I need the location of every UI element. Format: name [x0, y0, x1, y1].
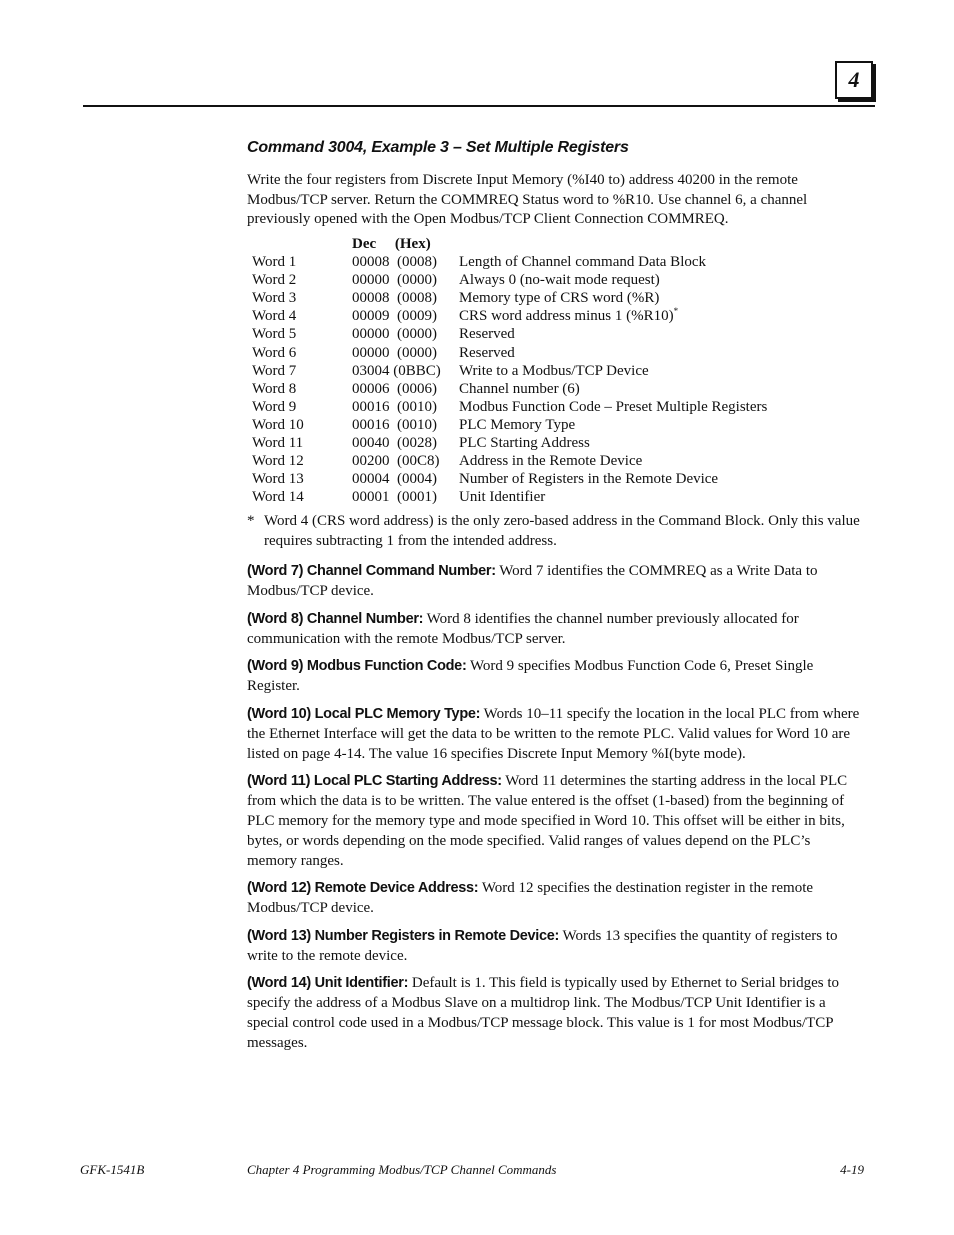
table-cell-word: Word 2	[252, 272, 297, 289]
table-cell-value: 00016 (0010)	[352, 398, 437, 415]
table-cell-description	[459, 271, 660, 289]
table-cell-description	[459, 289, 659, 307]
table-cell-value: 00008 (0008)	[352, 290, 437, 307]
table-cell-word: Word 12	[252, 453, 304, 470]
description-text: Number of Registers in the Remote Device	[459, 471, 719, 488]
table-header-dec-hex: Dec (Hex)	[352, 236, 431, 252]
description-text: PLC Memory Type	[459, 416, 576, 433]
footer-doc-id: GFK-1541B	[80, 1162, 145, 1177]
paragraph-text: Word 12 specifies the destination register in the remote Modbus/TCP device.	[247, 880, 814, 916]
paragraph-label: (Word 9) Modbus Function Code:	[247, 658, 467, 674]
table-cell-word: Word 8	[252, 380, 297, 397]
table-row	[247, 416, 767, 434]
paragraph-label: (Word 14) Unit Identifier:	[247, 975, 409, 991]
table-row	[247, 434, 767, 452]
table-row	[247, 289, 767, 307]
paragraph-text: Default is 1. This field is typically used by Ethernet to Serial bridges to specify the address of a Modbus Slave on a multidrop link. The Modbus/TCP Unit Identifier is a special control code used in a Modbus/TCP message block. This value is 1 for most Modbus/TCP messages.	[247, 975, 840, 1051]
paragraph-text: Word 9 specifies Modbus Function Code 6, Preset Single Register.	[247, 658, 814, 694]
table-cell-value: 00006 (0006)	[352, 380, 437, 397]
table-row	[247, 344, 767, 362]
table-rows	[247, 253, 767, 506]
table-cell-word: Word 4	[252, 308, 297, 325]
table-cell-description	[459, 253, 706, 271]
table-row	[247, 325, 767, 343]
paragraph-word-13	[247, 926, 862, 966]
description-text: Address in the Remote Device	[459, 453, 643, 470]
description-text: Channel number (6)	[459, 380, 580, 397]
table-cell-description	[459, 416, 575, 434]
table-cell-description	[459, 470, 718, 488]
table-cell-value: 00000 (0000)	[352, 344, 437, 361]
footnote-mark: *	[247, 513, 255, 529]
paragraph-label: (Word 10) Local PLC Memory Type:	[247, 706, 481, 722]
footer-chapter: Chapter 4 Programming Modbus/TCP Channel Commands	[247, 1162, 557, 1177]
table-cell-word: Word 13	[252, 471, 304, 488]
intro-paragraph: Write the four registers from Discrete Input Memory (%I40 to) address 40200 in the remote Modbus/TCP server. Return the COMMREQ Status word to %R10. Use channel 6, a channel previously opened with the Open Modbus/TCP Client Connection COMMREQ.	[247, 172, 808, 227]
table-cell-value: 00001 (0001)	[352, 489, 437, 506]
table-cell-word: Word 5	[252, 326, 297, 343]
command-block-table	[247, 235, 767, 506]
paragraph-label: (Word 8) Channel Number:	[247, 611, 424, 627]
table-cell-value: 00009 (0009)	[352, 308, 437, 325]
paragraph-word-12	[247, 878, 862, 918]
table-cell-value: 00040 (0028)	[352, 435, 437, 452]
table-cell-description	[459, 488, 545, 506]
paragraph-word-14	[247, 973, 862, 1053]
footnote-reference: *	[673, 306, 679, 317]
table-header-row	[247, 235, 767, 253]
table-row	[247, 470, 767, 488]
header-rule	[83, 105, 875, 107]
table-cell-value: 00016 (0010)	[352, 416, 437, 433]
table-row	[247, 380, 767, 398]
paragraph-word-9	[247, 656, 862, 696]
table-cell-description	[459, 398, 767, 416]
table-cell-word: Word 6	[252, 344, 297, 361]
description-text: Write to a Modbus/TCP Device	[459, 362, 649, 379]
table-cell-description	[459, 380, 580, 398]
paragraph-text: Word 7 identifies the COMMREQ as a Write Data to Modbus/TCP device.	[247, 563, 818, 599]
table-cell-description	[459, 452, 642, 470]
table-cell-word: Word 7	[252, 362, 297, 379]
table-cell-word: Word 1	[252, 254, 297, 271]
chapter-number-box: 4	[835, 61, 873, 99]
description-text: Always 0 (no-wait mode request)	[459, 272, 660, 289]
table-row	[247, 307, 767, 325]
footnote	[247, 511, 862, 551]
section-title: Command 3004, Example 3 – Set Multiple Registers	[247, 139, 629, 156]
table-cell-word: Word 14	[252, 489, 304, 506]
table-row	[247, 452, 767, 470]
paragraph-label: (Word 11) Local PLC Starting Address:	[247, 773, 502, 789]
description-text: PLC Starting Address	[459, 435, 590, 452]
paragraph-text: Word 11 determines the starting address in the local PLC from which the data is to be written. The value entered is the offset (1-based) from the beginning of PLC memory for the memory type and mode specified in Word 10. This offset will be either in bits, bytes, or words depending on the mode specified. Valid ranges of values depend on the PLC’s memory ranges.	[247, 773, 848, 869]
description-text: Reserved	[459, 344, 515, 361]
table-cell-value: 00008 (0008)	[352, 254, 437, 271]
table-cell-description	[459, 325, 515, 343]
footer-page-number: 4-19	[840, 1162, 864, 1177]
paragraph-word-7	[247, 561, 862, 601]
table-cell-value: 00004 (0004)	[352, 471, 437, 488]
description-text: Unit Identifier	[459, 489, 546, 506]
table-cell-description	[459, 307, 678, 325]
table-cell-word: Word 3	[252, 290, 297, 307]
table-cell-value: 00000 (0000)	[352, 326, 437, 343]
paragraph-text: Words 13 specifies the quantity of registers to write to the remote device.	[247, 928, 838, 964]
table-cell-description	[459, 434, 590, 452]
paragraph-word-10	[247, 704, 862, 764]
footnote-text: Word 4 (CRS word address) is the only zero-based address in the Command Block. Only this value requires subtracting 1 from the intended address.	[264, 513, 860, 549]
table-cell-value: 00200 (00C8)	[352, 453, 440, 470]
table-cell-value: 00000 (0000)	[352, 272, 437, 289]
paragraph-word-8	[247, 609, 862, 649]
description-text: Memory type of CRS word (%R)	[459, 290, 660, 307]
table-row	[247, 253, 767, 271]
table-cell-word: Word 10	[252, 416, 304, 433]
table-row	[247, 488, 767, 506]
table-cell-word: Word 9	[252, 398, 297, 415]
table-row	[247, 362, 767, 380]
table-cell-description	[459, 362, 649, 380]
description-text: CRS word address minus 1 (%R10)	[459, 308, 674, 325]
paragraph-text: Word 8 identifies the channel number previously allocated for communication with the remote Modbus/TCP server.	[247, 611, 799, 647]
table-row	[247, 398, 767, 416]
paragraph-label: (Word 12) Remote Device Address:	[247, 880, 479, 896]
description-text: Modbus Function Code – Preset Multiple Registers	[459, 398, 768, 415]
table-cell-word: Word 11	[252, 435, 304, 452]
description-text: Length of Channel command Data Block	[459, 254, 707, 271]
paragraph-word-11	[247, 771, 862, 871]
description-text: Reserved	[459, 326, 515, 343]
table-cell-description	[459, 344, 515, 362]
paragraph-text: Words 10–11 specify the location in the local PLC from where the Ethernet Interface will get the data to be written to the remote PLC. Valid values for Word 10 are listed on page 4-14. The value 16 specifies Discrete Input Memory %I(byte mode).	[247, 706, 860, 762]
table-row	[247, 271, 767, 289]
table-cell-value: 03004 (0BBC)	[352, 362, 441, 379]
paragraph-label: (Word 7) Channel Command Number:	[247, 563, 496, 579]
paragraph-label: (Word 13) Number Registers in Remote Device:	[247, 928, 560, 944]
